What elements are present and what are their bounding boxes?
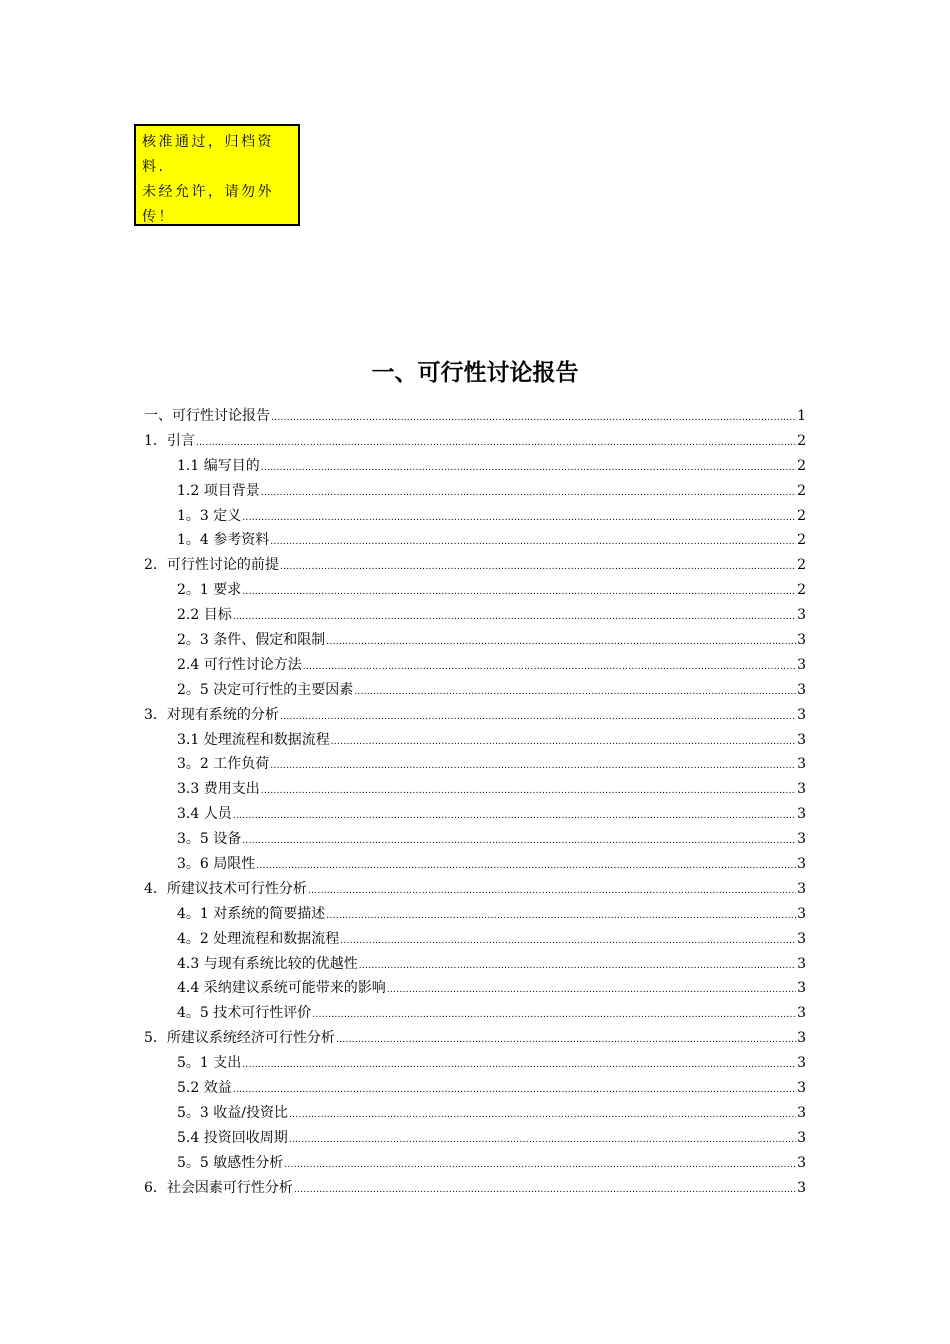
toc-page-number: 3: [797, 731, 806, 748]
toc-entry-title: 4.3 与现有系统比较的优越性: [177, 955, 358, 972]
toc-entry-title: 2.2 目标: [177, 607, 232, 624]
toc-leader-dots: [340, 929, 796, 954]
toc-page-number: 3: [797, 1104, 806, 1121]
toc-entry[interactable]: [144, 752, 806, 777]
toc-entry-title: 5。5 敏感性分析: [177, 1154, 284, 1171]
toc-entry-title: 5。1 支出: [177, 1055, 242, 1072]
toc-leader-dots: [242, 1053, 796, 1078]
toc-page-number: 3: [797, 831, 806, 848]
toc-page-number: 3: [797, 856, 806, 873]
toc-leader-dots: [331, 730, 796, 755]
archive-stamp: [134, 124, 300, 226]
toc-leader-dots: [303, 655, 796, 680]
toc-entry-title: 3.4 人员: [177, 806, 232, 823]
toc-leader-dots: [233, 605, 796, 630]
toc-entry-title: 一、可行性讨论报告: [144, 408, 270, 424]
toc-page-number: 3: [797, 632, 806, 649]
toc-entry-title: 3。5 设备: [177, 831, 242, 848]
toc-page-number: 3: [797, 706, 806, 723]
toc-entry-title: 1。4 参考资料: [177, 532, 270, 549]
toc-page-number: 3: [797, 905, 806, 922]
toc-page-number: 3: [797, 930, 806, 947]
toc-leader-dots: [270, 530, 796, 555]
toc-leader-dots: [242, 829, 796, 854]
toc-page-number: 3: [797, 955, 806, 972]
toc-entry-title: 1．引言: [144, 432, 195, 449]
toc-entry-title: 6．社会因素可行性分析: [144, 1179, 293, 1196]
toc-page-number: 3: [797, 756, 806, 773]
toc-entry[interactable]: [144, 628, 806, 653]
toc-page-number: 1: [797, 408, 806, 424]
toc-leader-dots: [233, 1078, 796, 1103]
toc-entry[interactable]: [144, 952, 806, 977]
toc-entry[interactable]: [144, 852, 806, 877]
toc-leader-dots: [289, 1103, 796, 1128]
toc-page-number: 2: [797, 482, 806, 499]
toc-entry-title: 2．可行性讨论的前提: [144, 557, 279, 574]
toc-entry[interactable]: [144, 777, 806, 802]
toc-entry[interactable]: [144, 504, 806, 529]
toc-page-number: 3: [797, 1030, 806, 1047]
toc-leader-dots: [284, 1153, 796, 1178]
toc-page-number: 3: [797, 1154, 806, 1171]
toc-leader-dots: [233, 804, 796, 829]
toc-page-number: 3: [797, 607, 806, 624]
toc-leader-dots: [312, 1003, 796, 1028]
toc-entry[interactable]: [144, 927, 806, 952]
toc-leader-dots: [308, 879, 796, 904]
toc-leader-dots: [280, 705, 796, 730]
toc-entry-title: 3。6 局限性: [177, 856, 256, 873]
toc-leader-dots: [271, 406, 796, 431]
toc-entry[interactable]: [144, 1126, 806, 1151]
toc-entry[interactable]: [144, 653, 806, 678]
toc-entry[interactable]: [144, 902, 806, 927]
toc-leader-dots: [354, 680, 796, 705]
toc-entry[interactable]: [144, 827, 806, 852]
toc-entry[interactable]: [144, 1001, 806, 1026]
toc-entry[interactable]: [144, 454, 806, 479]
toc-entry[interactable]: [144, 553, 806, 578]
toc-entry-title: 1.2 项目背景: [177, 482, 260, 499]
toc-page-number: 3: [797, 806, 806, 823]
toc-entry[interactable]: [144, 1026, 806, 1051]
toc-leader-dots: [387, 978, 796, 1003]
toc-entry-title: 2。5 决定可行性的主要因素: [177, 681, 354, 698]
toc-page-number: 3: [797, 980, 806, 997]
toc-page-number: 3: [797, 1005, 806, 1022]
toc-entry[interactable]: [144, 1176, 806, 1201]
toc-page-number: 2: [797, 532, 806, 549]
toc-leader-dots: [336, 1028, 796, 1053]
toc-page-number: 2: [797, 507, 806, 524]
toc-leader-dots: [280, 555, 796, 580]
toc-entry-title: 2.4 可行性讨论方法: [177, 656, 302, 673]
toc-entry-title: 5。3 收益/投资比: [177, 1104, 288, 1121]
toc-page-number: 3: [797, 1179, 806, 1196]
toc-entry[interactable]: [144, 578, 806, 603]
toc-entry-title: 4。2 处理流程和数据流程: [177, 930, 340, 947]
toc-page-number: 3: [797, 681, 806, 698]
toc-leader-dots: [256, 854, 796, 879]
stamp-line: 传！: [142, 209, 175, 225]
toc-page-number: 3: [797, 1055, 806, 1072]
toc-entry-title: 3.1 处理流程和数据流程: [177, 731, 330, 748]
toc-page-number: 3: [797, 1129, 806, 1146]
toc-leader-dots: [242, 506, 796, 531]
stamp-line: 核准通过，归档资: [142, 134, 274, 150]
toc-leader-dots: [289, 1128, 796, 1153]
toc-entry[interactable]: [144, 429, 806, 454]
toc-entry[interactable]: [144, 404, 806, 429]
toc-entry[interactable]: [144, 479, 806, 504]
toc-leader-dots: [294, 1178, 796, 1203]
toc-leader-dots: [196, 431, 796, 456]
toc-entry[interactable]: [144, 678, 806, 703]
toc-leader-dots: [261, 779, 796, 804]
toc-leader-dots: [270, 754, 796, 779]
toc-leader-dots: [261, 456, 796, 481]
toc-entry[interactable]: [144, 703, 806, 728]
toc-entry-title: 5.2 效益: [177, 1080, 232, 1097]
toc-entry-title: 1。3 定义: [177, 507, 242, 524]
toc-entry[interactable]: [144, 802, 806, 827]
toc-page-number: 3: [797, 781, 806, 798]
toc-entry[interactable]: [144, 528, 806, 553]
page-title: 一、可行性讨论报告: [371, 359, 579, 386]
toc-page-number: 2: [797, 432, 806, 449]
toc-page-number: 3: [797, 656, 806, 673]
toc-entry[interactable]: [144, 728, 806, 753]
toc-page-number: 3: [797, 1080, 806, 1097]
toc-leader-dots: [326, 630, 796, 655]
toc-entry[interactable]: [144, 1101, 806, 1126]
toc-entry-title: 5．所建议系统经济可行性分析: [144, 1030, 335, 1047]
toc-entry-title: 3。2 工作负荷: [177, 756, 270, 773]
toc-page-number: 2: [797, 557, 806, 574]
toc-entry-title: 3.3 费用支出: [177, 781, 260, 798]
toc-leader-dots: [261, 481, 796, 506]
toc-entry-title: 2。3 条件、假定和限制: [177, 632, 326, 649]
toc-entry-title: 4。1 对系统的简要描述: [177, 905, 326, 922]
toc-entry[interactable]: [144, 1051, 806, 1076]
toc-entry-title: 3．对现有系统的分析: [144, 706, 279, 723]
toc-leader-dots: [359, 954, 796, 979]
toc-entry[interactable]: [144, 603, 806, 628]
toc-entry[interactable]: [144, 1076, 806, 1101]
stamp-line: 未经允许，请勿外: [142, 184, 274, 200]
toc-leader-dots: [242, 580, 796, 605]
toc-leader-dots: [326, 904, 796, 929]
table-of-contents: [144, 404, 806, 1201]
toc-entry-title: 4．所建议技术可行性分析: [144, 880, 307, 897]
toc-page-number: 2: [797, 582, 806, 599]
toc-entry-title: 5.4 投资回收周期: [177, 1129, 288, 1146]
stamp-line: 料.: [142, 159, 166, 175]
toc-entry-title: 2。1 要求: [177, 582, 242, 599]
toc-entry-title: 1.1 编写目的: [177, 457, 260, 474]
toc-page-number: 3: [797, 880, 806, 897]
toc-entry[interactable]: [144, 877, 806, 902]
toc-page-number: 2: [797, 457, 806, 474]
toc-entry-title: 4。5 技术可行性评价: [177, 1005, 312, 1022]
toc-entry[interactable]: [144, 1151, 806, 1176]
toc-entry-title: 4.4 采纳建议系统可能带来的影响: [177, 980, 386, 997]
toc-entry[interactable]: [144, 976, 806, 1001]
